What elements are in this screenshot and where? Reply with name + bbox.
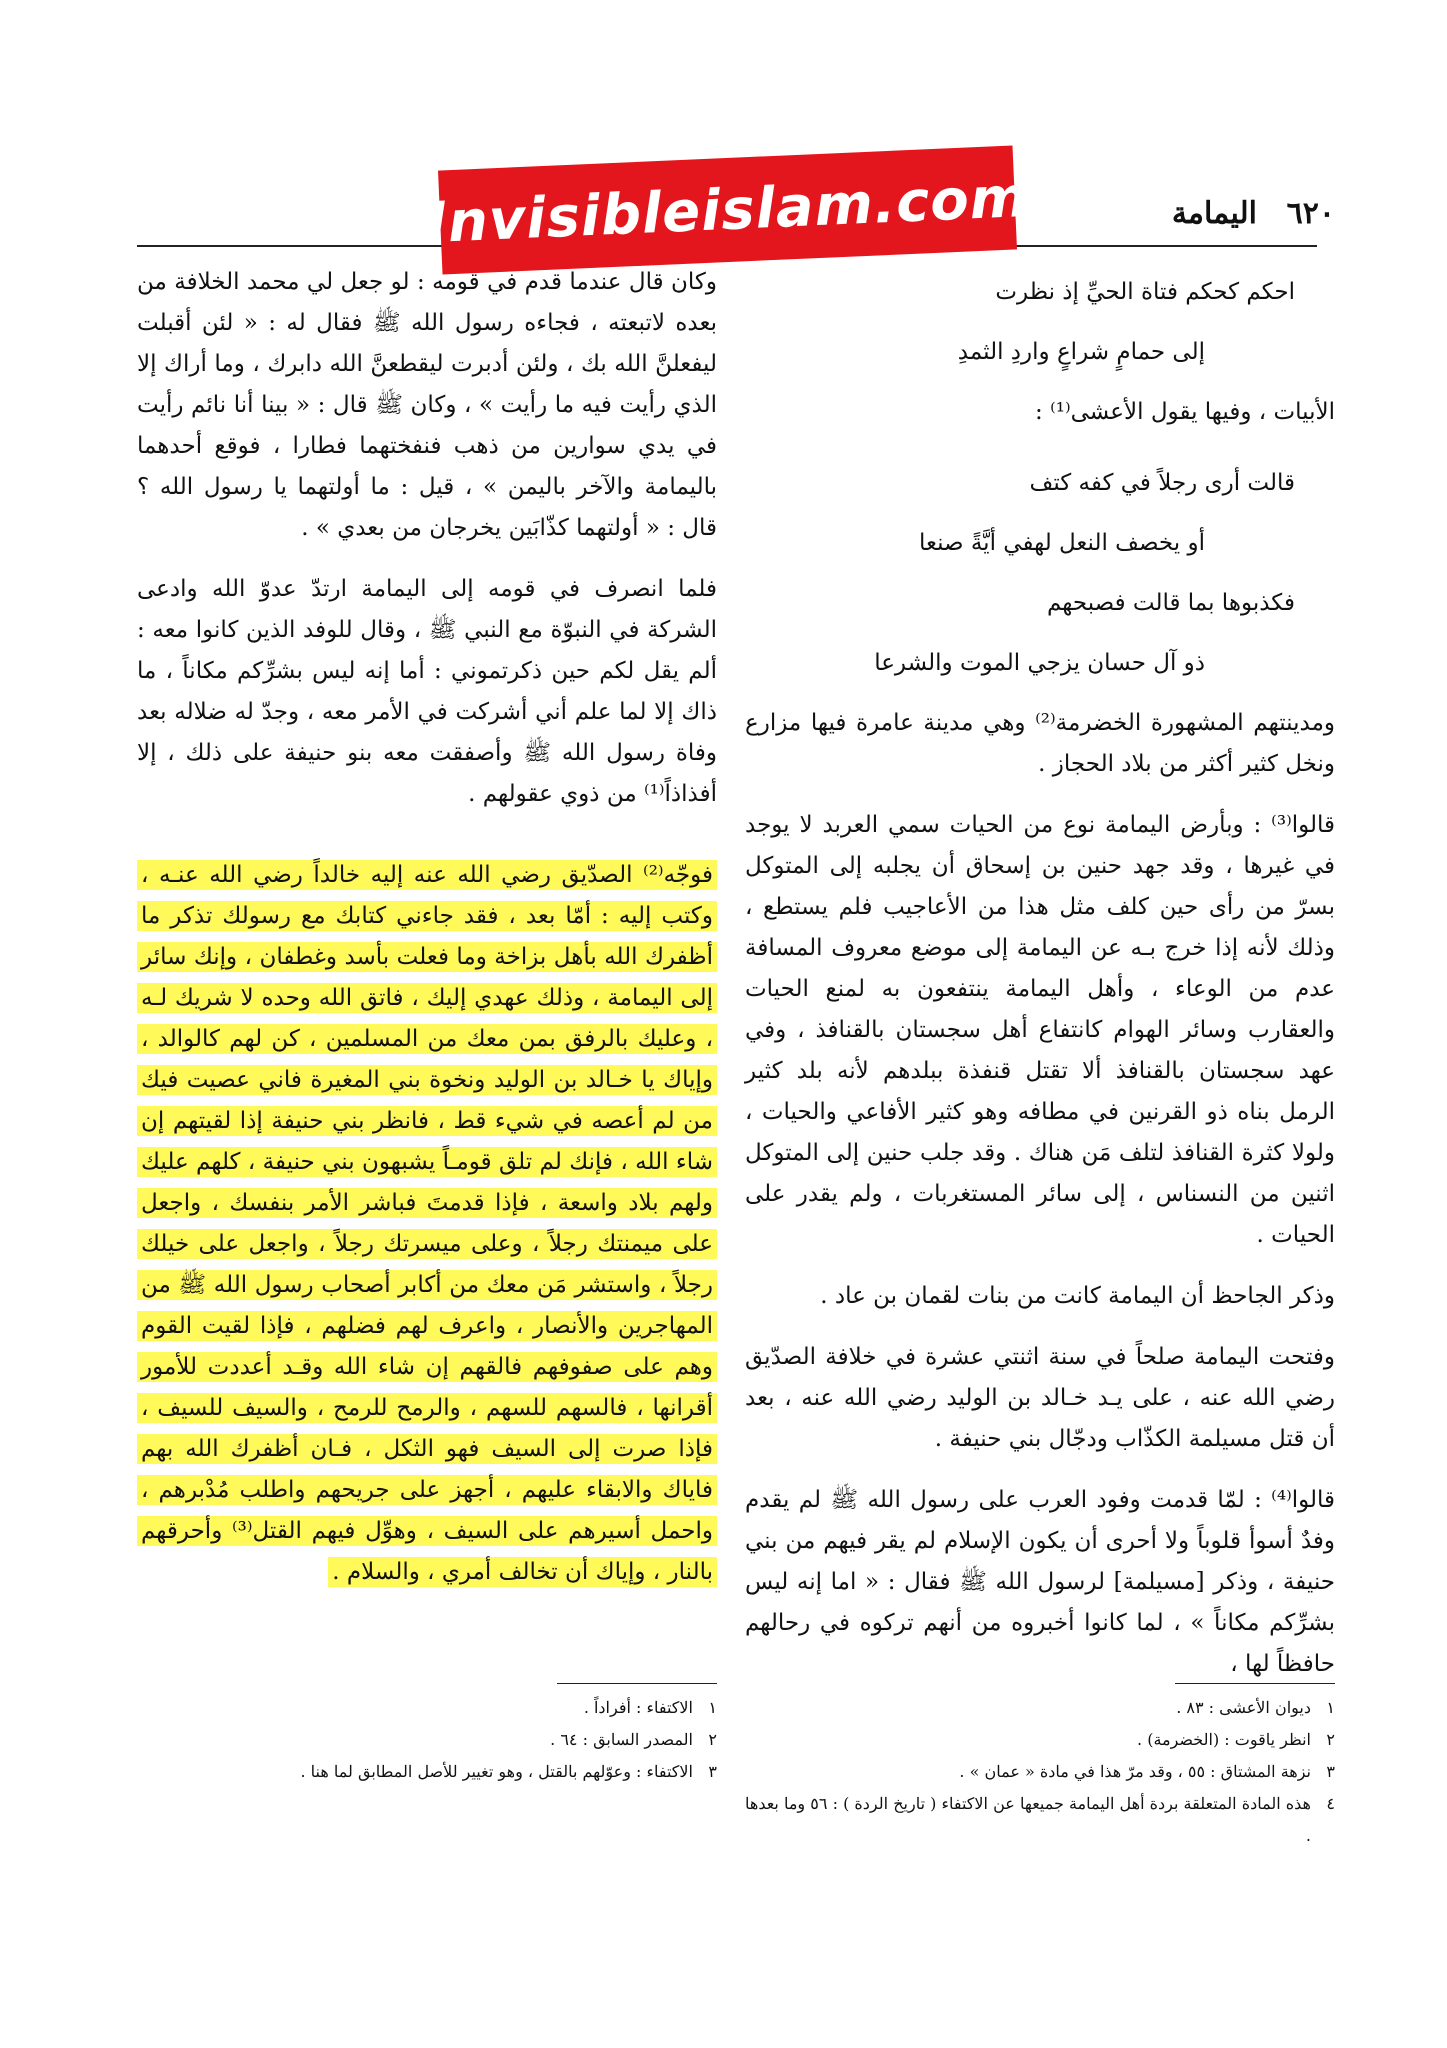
- footnote-number: ٢: [708, 1730, 717, 1749]
- left-column: [137, 262, 717, 1613]
- footnote-number: ٢: [1326, 1730, 1335, 1749]
- footnote-number: ٣: [1326, 1762, 1335, 1781]
- footnote-text: الاكتفاء : أفراداً .: [583, 1698, 693, 1717]
- footnote-divider: [1175, 1683, 1335, 1684]
- footnote: [745, 1724, 1335, 1756]
- paragraph: فلما انصرف في قومه إلى اليمامة ارتدّ عدوّ الله وادعى الشركة في النبوّة مع النبي ﷺ ، وقال للوفد الذين كانوا معه : ألم يقل لكم حين ذكرتموني : أما إنه ليس بشرِّكم مكاناً ، ما ذاك إلا لما علم أني أشركت في الأمر معه ، وجدّ له ضلاله بعد وفاة رسول الله ﷺ وأصفقت معه بنو حنيفة على ذلك ، إلا أفذاذاً⁽¹⁾ من ذوي عقولهم .: [137, 576, 717, 807]
- footnote: [745, 1756, 1335, 1788]
- footnote: [137, 1724, 717, 1756]
- right-column: [745, 262, 1335, 1705]
- paragraph: قالوا⁽³⁾ : وبأرض اليمامة نوع من الحيات سمي العربد لا يوجد في غيرها ، وقد جهد حنين بن إسحاق أن يجلبه إلى المتوكل بسرّ من رأى حين كلف مثل هذا من الأعاجيب فلم يستطع ، وذلك لأنه إذا خرج بـه عن اليمامة إلى موضع معروف المسافة عدم من الوعاء ، وأهل اليمامة ينتفعون به لمنع الحيات والعقارب وسائر الهوام كانتفاع أهل سجستان بالقنافذ ، وفي عهد سجستان بالقنافذ ألا تقتل قنفذة ببلدهم لأنه بلد كثير الرمل بناه ذو القرنين في مطافه وهو كثير الأفاعي والحيات ، ولولا كثرة القنافذ لتلف مَن هناك . وقد جلب حنين إلى المتوكل اثنين من النسناس ، إلى سائر المستغربات ، ولم يقدر على الحيات .: [745, 812, 1336, 1248]
- verse-line: قالت أرى رجلاً في كفه كتف: [1029, 470, 1295, 496]
- watermark-text: Invisibleislam.com: [424, 164, 1031, 256]
- footnote-text: ديوان الأعشى : ٨٣ .: [1176, 1698, 1311, 1717]
- footnote-number: ٣: [708, 1762, 717, 1781]
- footnote-text: هذه المادة المتعلقة بردة أهل اليمامة جميعها عن الاكتفاء ( تاريخ الردة ) : ٥٦ وما بعدها .: [745, 1794, 1311, 1845]
- paragraph: قالوا⁽⁴⁾ : لمّا قدمت وفود العرب على رسول الله ﷺ لم يقدم وفدٌ أسوأ قلوباً ولا أحرى أن يكون الإسلام لم يقر فيهم من بني حنيفة ، وذكر [مسيلمة] لرسول الله ﷺ فقال : « اما إنه ليس بشرِّكم مكاناً » ، لما كانوا أخبروه من أنهم تركوه في رحالهم حافظاً لها ،: [745, 1487, 1335, 1677]
- footnote-text: نزهة المشتاق : ٥٥ ، وقد مرّ هذا في مادة « عمان » .: [959, 1762, 1311, 1781]
- paragraph: وفتحت اليمامة صلحاً في سنة اثنتي عشرة في خلافة الصدّيق رضي الله عنه ، على يـد خـالد بن الوليد رضي الله عنه ، بعد أن قتل مسيلمة الكذّاب ودجّال بني حنيفة .: [745, 1344, 1335, 1452]
- verse-line: أو يخصف النعل لهفي أيَّةً صنعا: [918, 530, 1205, 556]
- verse-line: احكم كحكم فتاة الحيِّ إذ نظرت: [995, 279, 1295, 305]
- footnote-number: ٤: [1326, 1794, 1335, 1813]
- page-title: اليمامة: [1171, 196, 1257, 231]
- footnotes-left: [137, 1692, 717, 1788]
- verse-line: إلى حمامٍ شراعٍ واردِ الثمدِ: [957, 339, 1205, 365]
- footnote-number: ١: [1326, 1698, 1335, 1717]
- watermark-banner: [424, 146, 1031, 275]
- highlighted-paragraph: [137, 855, 717, 1593]
- footnote-text: الاكتفاء : وعوّلهم بالقتل ، وهو تغيير للأصل المطابق لما هنا .: [300, 1762, 693, 1781]
- footnote: [745, 1692, 1335, 1724]
- footnotes-right: [745, 1692, 1335, 1852]
- footnote: [137, 1756, 717, 1788]
- footnote: [745, 1788, 1335, 1852]
- paragraph: ومدينتهم المشهورة الخضرمة⁽²⁾ وهي مدينة عامرة فيها مزارع ونخل كثير أكثر من بلاد الحجاز .: [745, 710, 1335, 777]
- footnote-number: ١: [708, 1698, 717, 1717]
- footnote-divider: [557, 1683, 717, 1684]
- footnote: [137, 1692, 717, 1724]
- verse-block-1: [745, 262, 1335, 382]
- verse-line: ذو آل حسان يزجي الموت والشرعا: [874, 650, 1205, 676]
- paragraph: وذكر الجاحظ أن اليمامة كانت من بنات لقمان بن عاد .: [820, 1283, 1335, 1309]
- page-number: ٦٢٠: [1286, 196, 1335, 231]
- paragraph: الأبيات ، وفيها يقول الأعشى⁽¹⁾ :: [1035, 399, 1335, 425]
- verse-line: فكذبوها بما قالت فصبحهم: [1046, 590, 1295, 616]
- paragraph: وكان قال عندما قدم في قومه : لو جعل لي محمد الخلافة من بعده لاتبعته ، فجاءه رسول الله ﷺ فقال له : « لئن أقبلت ليفعلنَّ الله بك ، ولئن أدبرت ليقطعنَّ الله دابرك ، وما أراك إلا الذي رأيت فيه ما رأيت » ، وكان ﷺ قال : « بينا أنا نائم رأيت في يدي سوارين من ذهب فنفختهما فطارا ، فوقع أحدهما باليمامة والآخر باليمن » ، قيل : ما أولتهما يا رسول الله ؟ قال : « أولتهما كذّابَين يخرجان من بعدي » .: [137, 269, 717, 541]
- footnote-text: المصدر السابق : ٦٤ .: [550, 1730, 693, 1749]
- highlighted-text: فوجّه⁽²⁾ الصدّيق رضي الله عنه إليه خالداً رضي الله عنـه ، وكتب إليه : أمّا بعد ، فقد جاءني كتابك مع رسولك تذكر ما أظفرك الله بأهل بزاخة وما فعلت بأسد وغطفان ، وإنك سائر إلى اليمامة ، وذلك عهدي إليك ، فاتق الله وحده لا شريك لـه ، وعليك بالرفق بمن معك من المسلمين ، كن لهم كالوالد ، وإياك يا خـالد بن الوليد ونخوة بني المغيرة فاني عصيت فيك من لم أعصه في شيء قط ، فانظر بني حنيفة إذا لقيتهم إن شاء الله ، فإنك لم تلق قومـاً يشبهون بني حنيفة ، كلهم عليك ولهم بلاد واسعة ، فإذا قدمتَ فباشر الأمر بنفسك ، واجعل على ميمنتك رجلاً ، وعلى ميسرتك رجلاً ، واجعل على خيلك رجلاً ، واستشر مَن معك من أكابر أصحاب رسول الله ﷺ من المهاجرين والأنصار ، واعرف لهم فضلهم ، فإذا لقيت القوم وهم على صفوفهم فالقهم إن شاء الله وقـد أعددت للأمور أقرانها ، فالسهم للسهم ، والرمح للرمح ، والسيف للسيف ، فإذا صرت إلى السيف فهو الثكل ، فـان أظفرك الله بهم فاياك والابقاء عليهم ، أجهز على جريحهم واطلب مُدْبرهم ، واحمل أسيرهم على السيف ، وهوِّل فيهم القتل⁽³⁾ وأحرقهم بالنار ، وإياك أن تخالف أمري ، والسلام .: [137, 860, 717, 1587]
- footnote-text: انظر ياقوت : (الخضرمة) .: [1137, 1730, 1311, 1749]
- verse-block-2: [745, 453, 1335, 693]
